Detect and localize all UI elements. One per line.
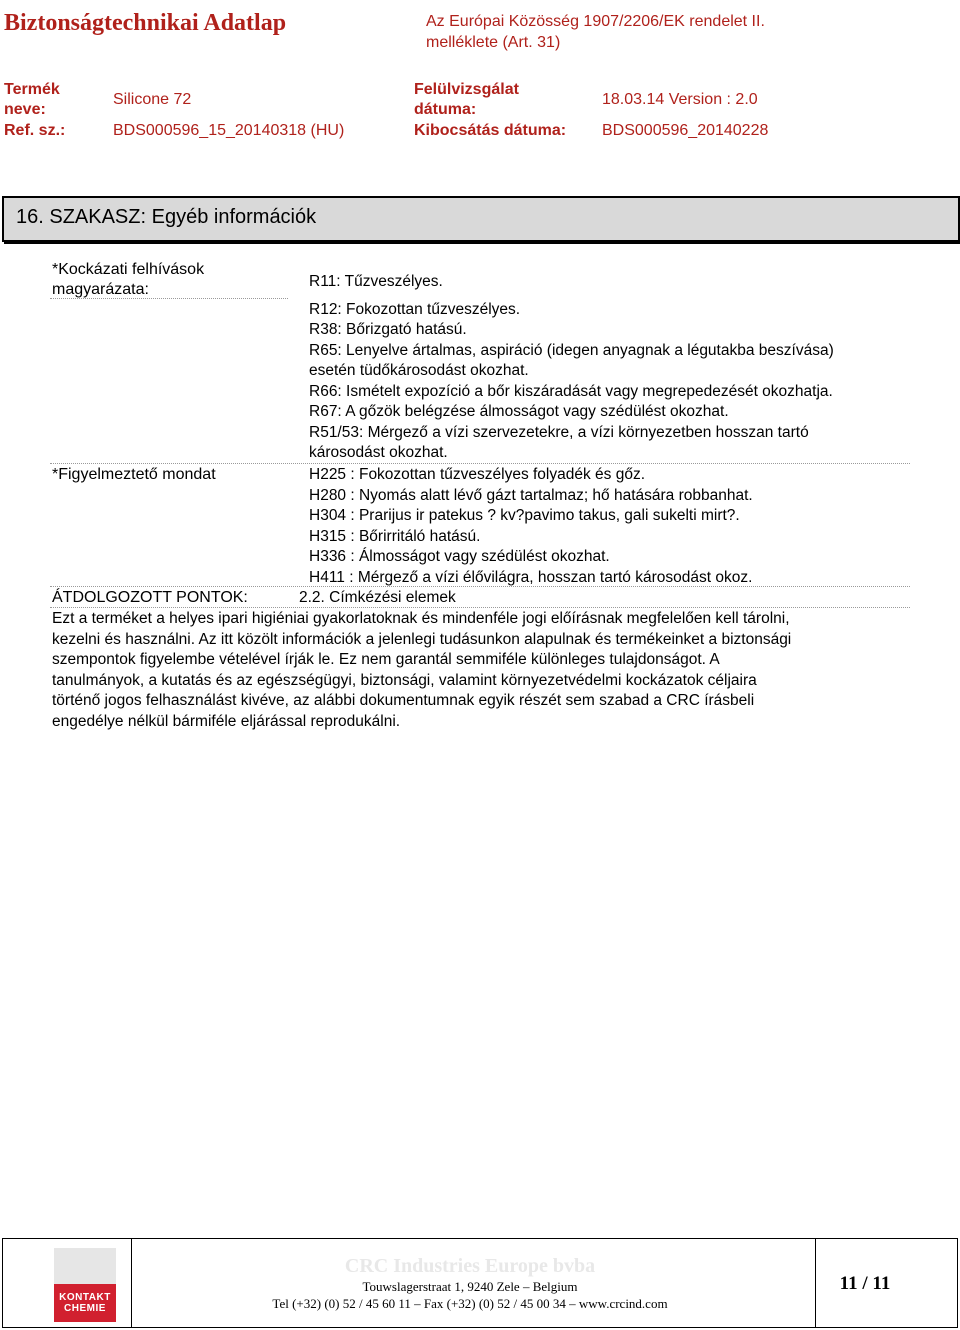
product-name-label-2: neve:	[4, 101, 46, 118]
issue-date-value: BDS000596_20140228	[602, 122, 769, 139]
disclaimer-line: kezelni és használni. Az itt közölt információk a jelenlegi tudásunkon alapulnak és termékeinket a biztonsági	[52, 630, 792, 648]
page-number: 11 / 11	[839, 1273, 891, 1294]
revision-date-label-1: Felülvizsgálat	[414, 81, 519, 98]
regulation-line-2: melléklete (Art. 31)	[426, 34, 561, 51]
logo-text	[54, 1292, 116, 1314]
hazard-statement: H225 : Fokozottan tűzveszélyes folyadék és gőz.	[309, 466, 646, 483]
risk-phrase: R67: A gőzök belégzése álmosságot vagy szédülést okozhat.	[309, 403, 729, 420]
product-name-value: Silicone 72	[113, 91, 192, 108]
logo-text-line-1: KONTAKT	[59, 1292, 111, 1303]
logo-top-band	[54, 1248, 116, 1284]
disclaimer-line: történő jogos felhasználást kivéve, az alábbi dokumentumnak egyik részét sem szabad a CRC írásbeli	[52, 692, 755, 710]
company-contact: Tel (+32) (0) 52 / 45 60 11 – Fax (+32) (0) 52 / 45 00 34 – www.crcind.com	[272, 1296, 668, 1311]
risk-phrase: R11: Tűzveszélyes.	[309, 273, 443, 290]
hazard-statement: H280 : Nyomás alatt lévő gázt tartalmaz; hő hatására robbanhat.	[309, 486, 753, 504]
risk-phrase: R65: Lenyelve ártalmas, aspiráció (idegen anyagnak a légutakba beszívása)	[309, 341, 834, 359]
row-divider	[50, 607, 910, 608]
risk-phrases-label-line-2: magyarázata:	[52, 281, 149, 298]
hazard-statement: H336 : Álmosságot vagy szédülést okozhat.	[309, 548, 610, 565]
row-divider	[50, 586, 910, 587]
risk-phrase: károsodást okozhat.	[309, 444, 448, 461]
footer-divider-right	[815, 1238, 816, 1328]
logo-text-line-2: CHEMIE	[64, 1303, 106, 1314]
regulation-line-1: Az Európai Közösség 1907/2206/EK rendelet II.	[426, 13, 765, 30]
product-name-label-1: Termék	[4, 81, 60, 98]
revision-date-label-2: dátuma:	[414, 101, 477, 118]
issue-date-label: Kibocsátás dátuma:	[414, 122, 567, 139]
revision-date-value: 18.03.14 Version : 2.0	[602, 91, 758, 108]
section-heading: 16. SZAKASZ: Egyéb információk	[16, 206, 317, 228]
risk-phrases-list	[309, 272, 834, 464]
hazard-statement: H411 : Mérgező a vízi élővilágra, hosszan tartó károsodást okoz.	[309, 568, 753, 586]
disclaimer-line: szempontok figyelembe vételével írják le. Ez nem garantál semmiféle különleges tulajdonságot. A	[52, 651, 720, 669]
ref-number-label: Ref. sz.:	[4, 122, 66, 139]
revised-points-value: 2.2. Címkézési elemek	[299, 589, 456, 606]
risk-phrase: R12: Fokozottan tűzveszélyes.	[309, 300, 521, 318]
risk-phrase: R51/53: Mérgező a vízi szervezetekre, a vízi környezetben hosszan tartó	[309, 423, 809, 441]
risk-phrase: R38: Bőrizgató hatású.	[309, 321, 467, 338]
kontakt-chemie-logo	[54, 1248, 116, 1322]
ref-number-value: BDS000596_15_20140318 (HU)	[113, 122, 345, 139]
risk-phrases-label-line-1: *Kockázati felhívások	[52, 261, 205, 278]
disclaimer-line: tanulmányok, a kutatás és az egészségügyi, biztonsági, valamint környezetvédelmi kockázatok céljaira	[52, 671, 757, 689]
company-name: CRC Industries Europe bvba	[344, 1255, 596, 1277]
footer-divider-left	[131, 1238, 132, 1328]
hazard-statements-label: *Figyelmeztető mondat	[52, 466, 216, 483]
risk-phrase: R66: Ismételt expozíció a bőr kiszáradását vagy megrepedezését okozhatja.	[309, 382, 833, 400]
hazard-statements-list	[309, 465, 753, 588]
risk-phrases-label	[52, 260, 204, 300]
label-divider	[50, 298, 288, 299]
disclaimer-line: Ezt a terméket a helyes ipari higiéniai gyakorlatoknak és mindenféle jogi előírásnak megfelelően kell tárolni,	[52, 610, 790, 627]
hazard-statement: H315 : Bőrirritáló hatású.	[309, 527, 481, 545]
company-address: Touwslagerstraat 1, 9240 Zele – Belgium	[362, 1279, 578, 1294]
row-divider	[50, 463, 910, 464]
disclaimer-paragraph	[52, 609, 912, 733]
hazard-statement: H304 : Prarijus ir patekus ? kv?pavimo takus, gali sukelti mirt?.	[309, 507, 740, 524]
document-title: Biztonságtechnikai Adatlap	[4, 10, 287, 36]
regulation-reference	[426, 11, 846, 53]
section-heading-box	[2, 196, 960, 242]
revised-points-label: ÁTDOLGOZOTT PONTOK:	[52, 589, 248, 606]
disclaimer-line: engedélye nélkül bármiféle eljárással reprodukálni.	[52, 712, 401, 730]
risk-phrase: esetén tüdőkárosodást okozhat.	[309, 362, 529, 379]
